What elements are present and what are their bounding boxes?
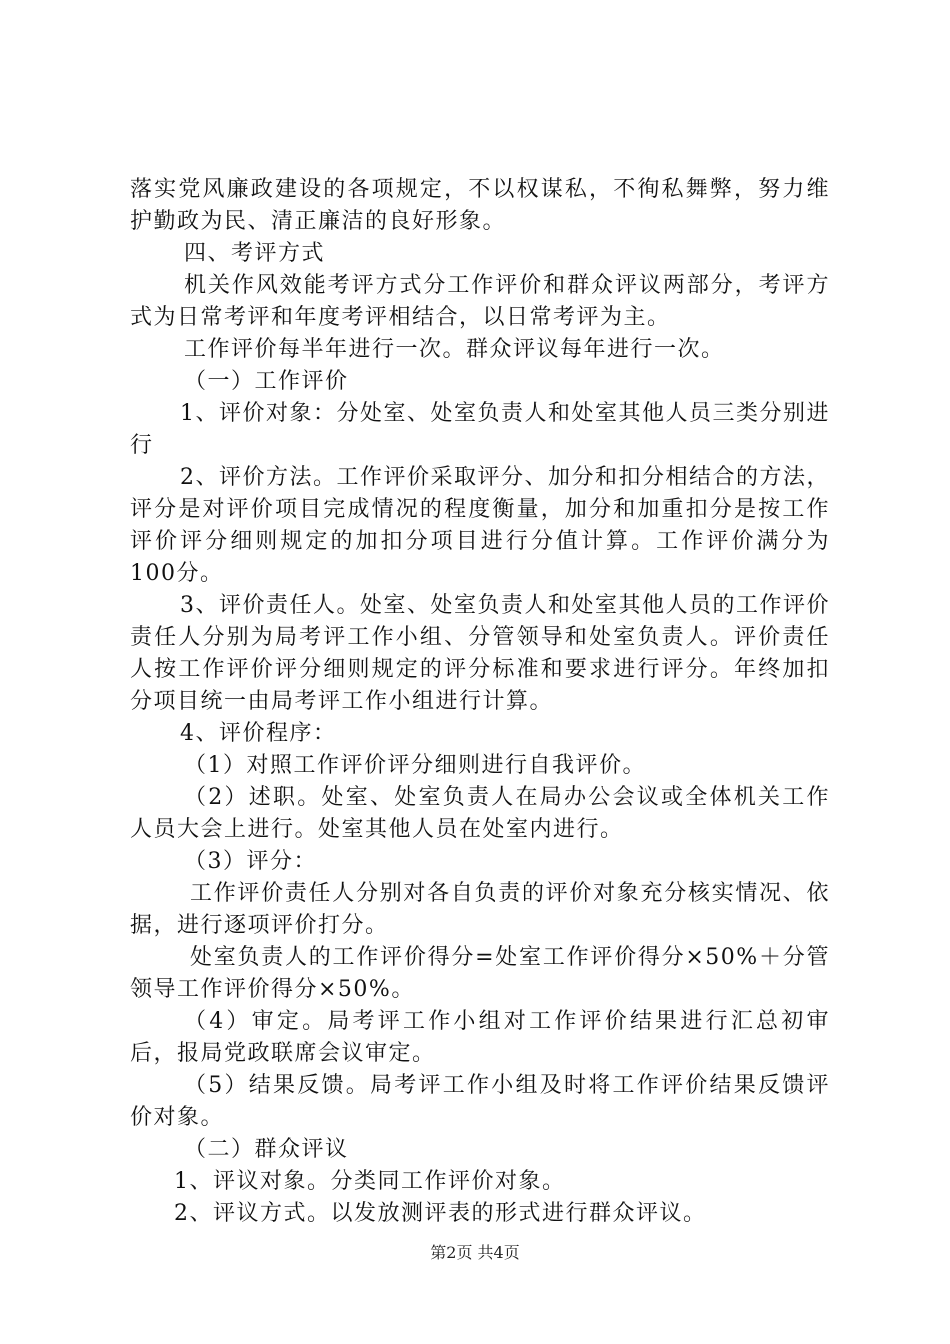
document-body (130, 174, 830, 1230)
paragraph: 1、评议对象。分类同工作评价对象。 (174, 1169, 566, 1194)
paragraph: 处室负责人的工作评价得分=处室工作评价得分×50%＋分管领导工作评价得分×50%。 (130, 945, 830, 1002)
paragraph: 落实党风廉政建设的各项规定，不以权谋私，不徇私舞弊，努力维护勤政为民、清正廉洁的良好形象。 (130, 177, 830, 234)
paragraph: （3）评分： (184, 849, 317, 874)
subsection-heading: （一）工作评价 (184, 369, 349, 394)
paragraph: （2）述职。处室、处室负责人在局办公会议或全体机关工作人员大会上进行。处室其他人员在处室内进行。 (130, 785, 830, 842)
section-heading: 四、考评方式 (184, 241, 326, 266)
paragraph: 2、评价方法。工作评价采取评分、加分和扣分相结合的方法，评分是对评价项目完成情况的程度衡量，加分和加重扣分是按工作评价评分细则规定的加扣分项目进行分值计算。工作评价满分为100分。 (130, 465, 830, 586)
paragraph: 3、评价责任人。处室、处室负责人和处室其他人员的工作评价责任人分别为局考评工作小组、分管领导和处室负责人。评价责任人按工作评价评分细则规定的评分标准和要求进行评分。年终加扣分项目统一由局考评工作小组进行计算。 (130, 593, 830, 714)
paragraph: 工作评价责任人分别对各自负责的评价对象充分核实情况、依据，进行逐项评价打分。 (130, 881, 830, 938)
paragraph: 机关作风效能考评方式分工作评价和群众评议两部分，考评方式为日常考评和年度考评相结合，以日常考评为主。 (130, 273, 830, 330)
paragraph: 1、评价对象：分处室、处室负责人和处室其他人员三类分别进行 (130, 401, 830, 458)
paragraph: （1）对照工作评价评分细则进行自我评价。 (184, 753, 646, 778)
paragraph: 2、评议方式。以发放测评表的形式进行群众评议。 (174, 1201, 707, 1226)
page-footer: 第2页 共4页 (430, 1243, 520, 1262)
subsection-heading: （二）群众评议 (184, 1137, 349, 1162)
paragraph: 工作评价每半年进行一次。群众评议每年进行一次。 (184, 337, 725, 362)
paragraph: （4）审定。局考评工作小组对工作评价结果进行汇总初审后，报局党政联席会议审定。 (130, 1009, 830, 1066)
paragraph: 4、评价程序： (180, 721, 337, 746)
paragraph: （5）结果反馈。局考评工作小组及时将工作评价结果反馈评价对象。 (130, 1073, 830, 1130)
